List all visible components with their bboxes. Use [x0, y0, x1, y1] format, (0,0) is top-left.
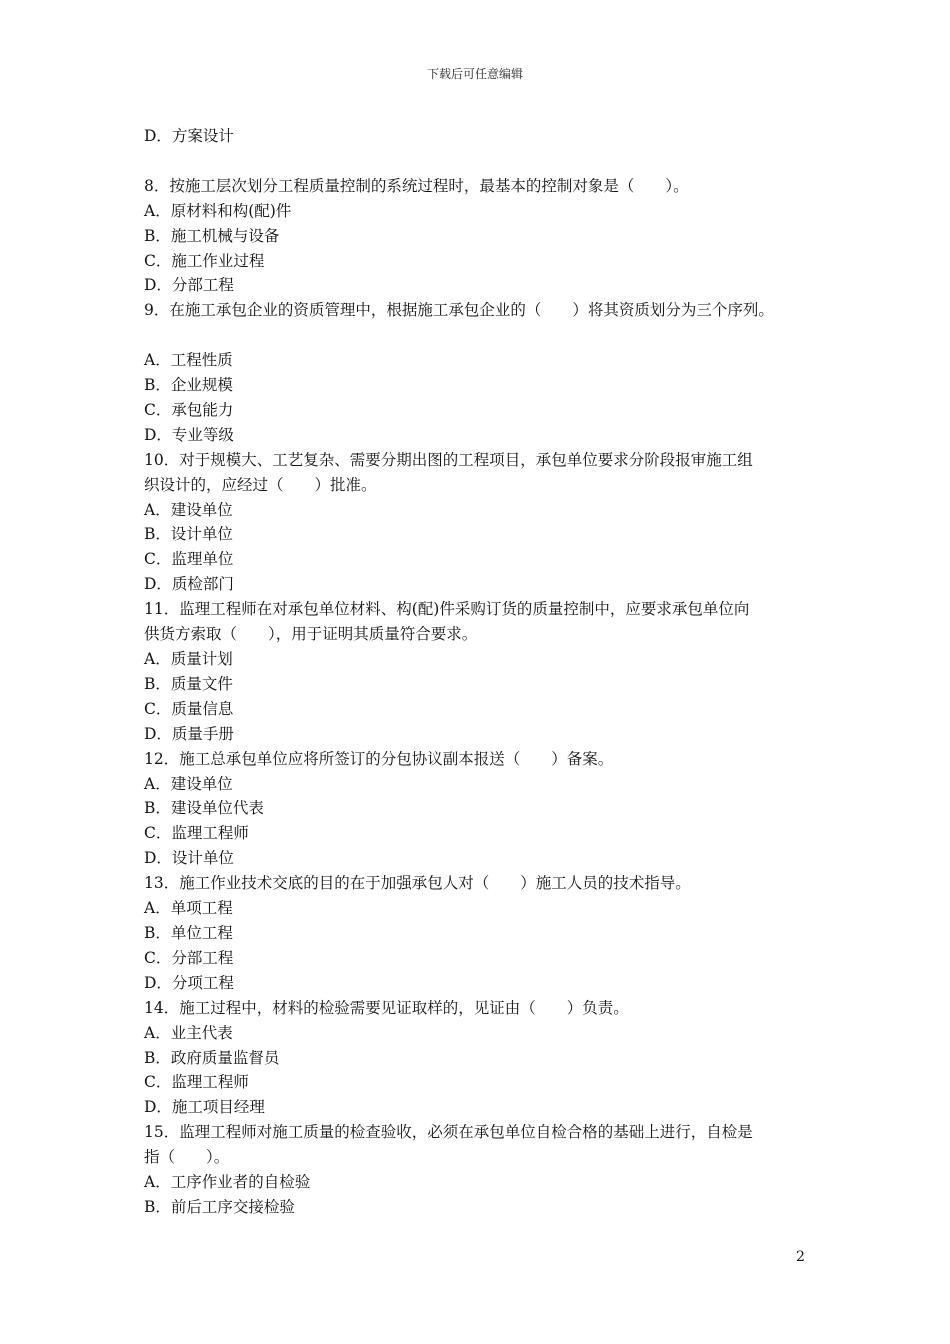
- question-15-stem-line2: 指（ ）。: [144, 1148, 230, 1167]
- question-8-stem: 8．按施工层次划分工程质量控制的系统过程时，最基本的控制对象是（ ）。: [144, 176, 689, 195]
- question-10-stem-line1: 10．对于规模大、工艺复杂、需要分期出图的工程项目，承包单位要求分阶段报审施工组: [144, 450, 753, 469]
- question-13-stem: 13．施工作业技术交底的目的在于加强承包人对（ ）施工人员的技术指导。: [144, 874, 691, 893]
- question-14-option-d: D．施工项目经理: [144, 1098, 265, 1117]
- question-8-option-b: B．施工机械与设备: [144, 226, 280, 245]
- question-10-stem-line2: 织设计的，应经过（ ）批准。: [144, 475, 377, 494]
- question-9-option-a: A．工程性质: [144, 351, 233, 370]
- question-9-stem: 9．在施工承包企业的资质管理中，根据施工承包企业的（ ）将其资质划分为三个序列。: [144, 301, 774, 320]
- question-15-option-a: A．工序作业者的自检验: [144, 1173, 311, 1192]
- question-9-option-b: B．企业规模: [144, 376, 233, 395]
- question-15-option-b: B．前后工序交接检验: [144, 1197, 295, 1216]
- page-number: 2: [796, 1249, 805, 1265]
- question-9-option-d: D．专业等级: [144, 425, 234, 444]
- question-11-option-c: C．质量信息: [144, 699, 234, 718]
- question-9-option-c: C．承包能力: [144, 400, 234, 419]
- question-11-option-d: D．质量手册: [144, 724, 234, 743]
- question-15-stem-line1: 15．监理工程师对施工质量的检查验收，必须在承包单位自检合格的基础上进行，自检是: [144, 1123, 753, 1142]
- document-body: [144, 124, 816, 1220]
- question-12-option-c: C．监理工程师: [144, 824, 249, 843]
- blank-line: [144, 323, 816, 348]
- question-8-option-c: C．施工作业过程: [144, 251, 265, 270]
- question-8-option-d: D．分部工程: [144, 276, 234, 295]
- question-13-option-c: C．分部工程: [144, 948, 234, 967]
- question-14-option-a: A．业主代表: [144, 1023, 233, 1042]
- question-10-option-b: B．设计单位: [144, 525, 233, 544]
- question-13-option-b: B．单位工程: [144, 923, 233, 942]
- question-11-option-a: A．质量计划: [144, 650, 233, 668]
- question-14-stem: 14．施工过程中，材料的检验需要见证取样的，见证由（ ）负责。: [144, 998, 629, 1017]
- question-11-option-b: B．质量文件: [144, 674, 233, 693]
- option-d-prev: D．方案设计: [144, 127, 234, 145]
- page-header: 下载后可任意编辑: [426, 67, 523, 81]
- question-12-option-a: A．建设单位: [144, 774, 233, 793]
- question-12-option-d: D．设计单位: [144, 849, 234, 868]
- question-14-option-c: C．监理工程师: [144, 1073, 249, 1092]
- question-11-stem-line2: 供货方索取（ ），用于证明其质量符合要求。: [144, 625, 478, 644]
- question-12-stem: 12．施工总承包单位应将所签订的分包协议副本报送（ ）备案。: [144, 749, 614, 768]
- question-13-option-a: A．单项工程: [144, 899, 233, 918]
- blank-line: [144, 149, 816, 174]
- question-10-option-d: D．质检部门: [144, 575, 234, 594]
- question-13-option-d: D．分项工程: [144, 973, 234, 992]
- question-11-stem-line1: 11．监理工程师在对承包单位材料、构(配)件采购订货的质量控制中，应要求承包单位向: [144, 600, 750, 619]
- question-12-option-b: B．建设单位代表: [144, 799, 264, 818]
- question-10-option-a: A．建设单位: [144, 500, 233, 519]
- question-8-option-a: A．原材料和构(配)件: [144, 201, 292, 220]
- question-14-option-b: B．政府质量监督员: [144, 1048, 280, 1067]
- question-10-option-c: C．监理单位: [144, 550, 234, 569]
